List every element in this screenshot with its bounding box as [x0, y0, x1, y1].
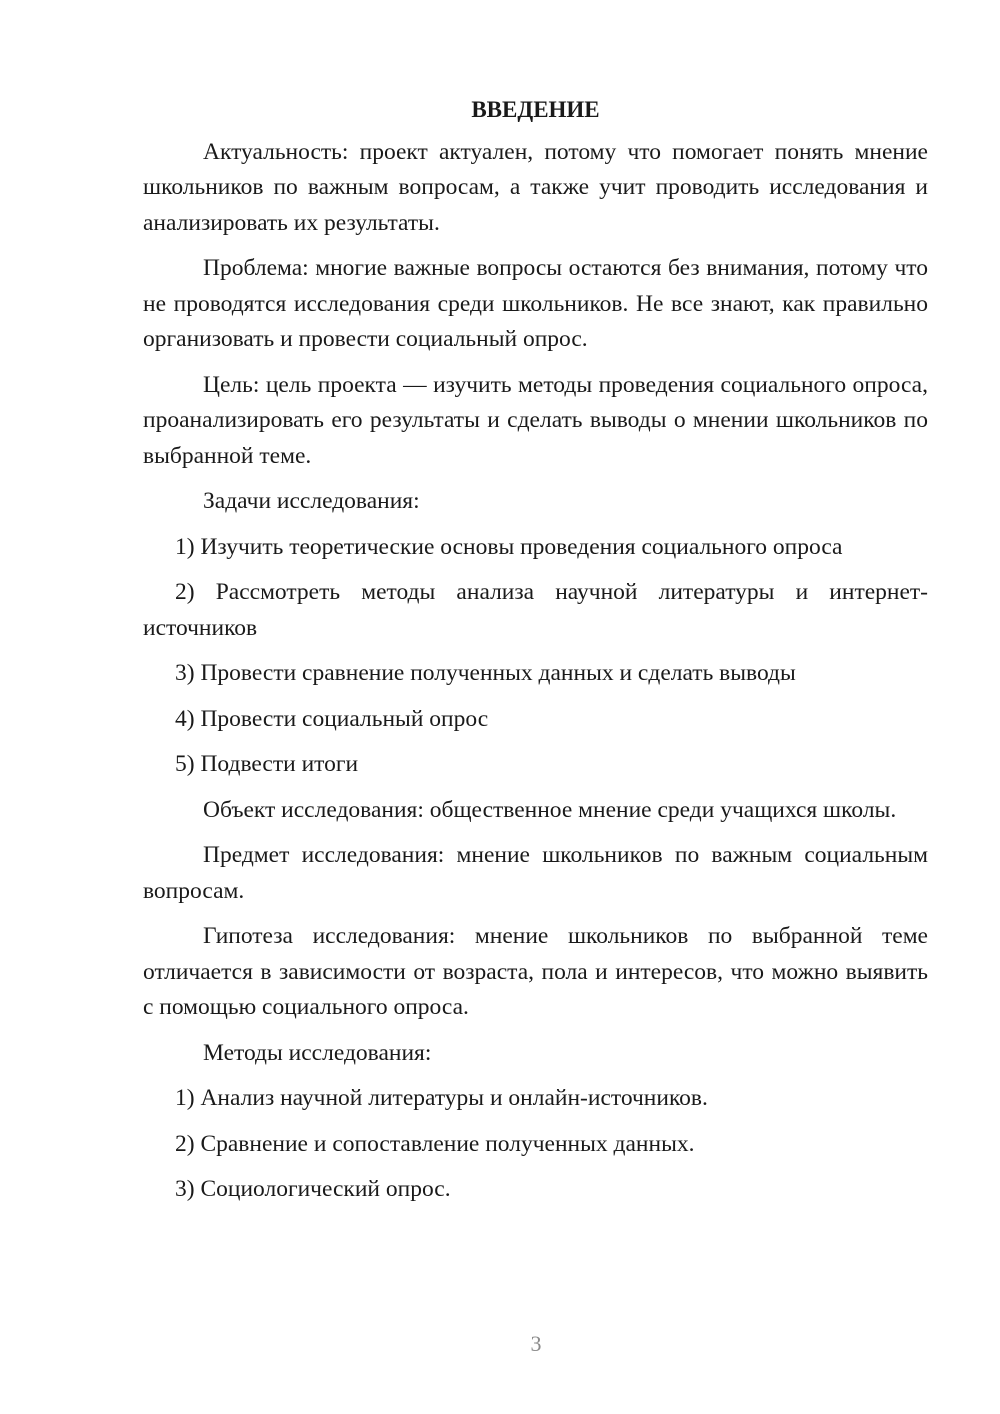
method-item: 1) Анализ научной литературы и онлайн-источников.: [175, 1085, 708, 1111]
page-title: ВВЕДЕНИЕ: [471, 97, 600, 122]
task-item: 5) Подвести итоги: [175, 751, 359, 777]
task-item: 1) Изучить теоретические основы проведения социального опроса: [175, 533, 843, 560]
page-content: [143, 92, 928, 1218]
task-item: 4) Провести социальный опрос: [175, 705, 489, 732]
relevance-paragraph: Актуальность: проект актуален, потому что помогает понять мнение школьников по важным вопросам, а также учит проводить исследования и анализировать их результаты.: [143, 138, 928, 236]
subject-paragraph: Предмет исследования: мнение школьников по важным социальным вопросам.: [143, 842, 928, 904]
goal-paragraph: Цель: цель проекта — изучить методы проведения социального опроса, проанализировать его результаты и сделать выводы о мнении школьников по выбранной теме.: [143, 371, 928, 469]
task-item: 2) Рассмотреть методы анализа научной литературы и интернет-источников: [143, 579, 928, 641]
method-item: 3) Социологический опрос.: [175, 1176, 451, 1202]
methods-heading: Методы исследования:: [203, 1039, 432, 1066]
object-paragraph: Объект исследования: общественное мнение среди учащихся школы.: [203, 796, 897, 823]
method-item: 2) Сравнение и сопоставление полученных данных.: [175, 1130, 695, 1157]
tasks-heading: Задачи исследования:: [203, 488, 420, 514]
problem-paragraph: Проблема: многие важные вопросы остаются без внимания, потому что не проводятся исследования среди школьников. Не все знают, как правильно организовать и провести социальный опрос.: [143, 255, 928, 352]
hypothesis-paragraph: Гипотеза исследования: мнение школьников по выбранной теме отличается в зависимости от возраста, пола и интересов, что можно выявить с помощью социального опроса.: [143, 923, 928, 1020]
task-item: 3) Провести сравнение полученных данных и сделать выводы: [175, 660, 796, 686]
page-number: 3: [530, 1331, 542, 1356]
